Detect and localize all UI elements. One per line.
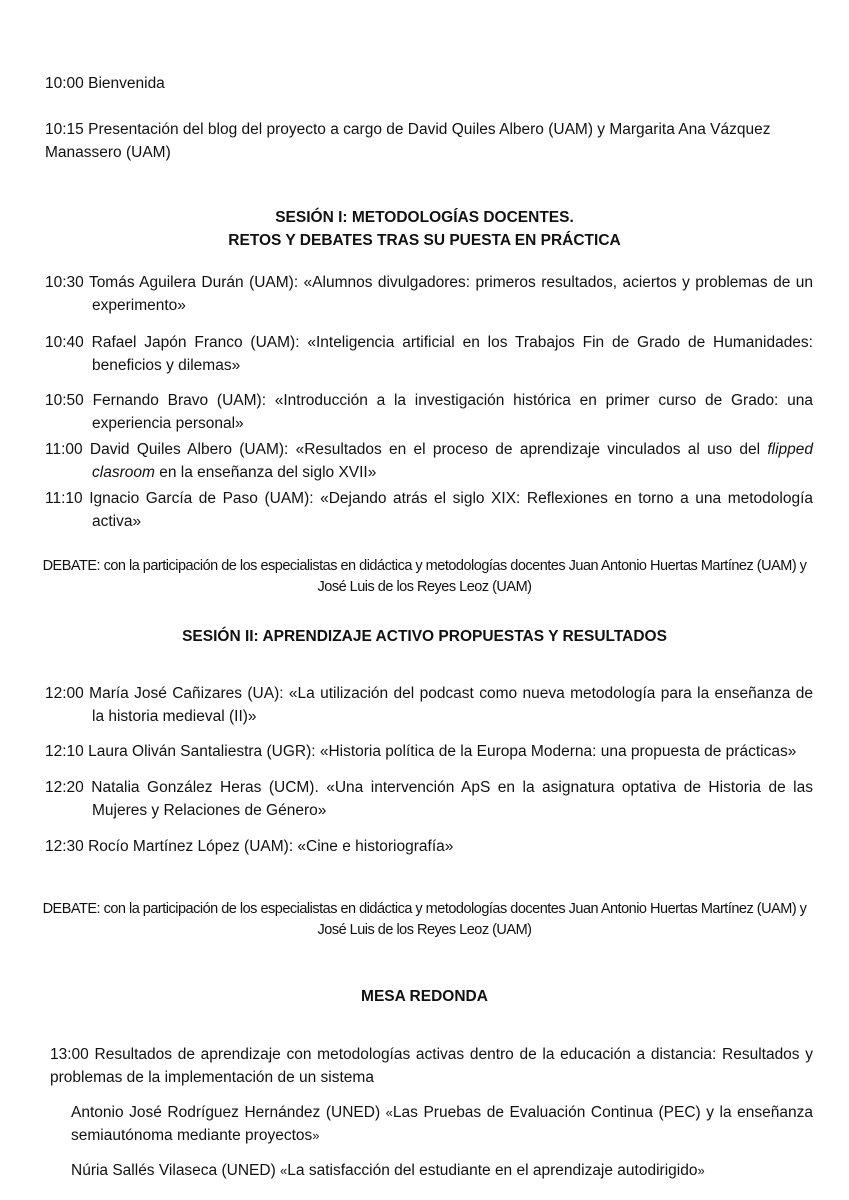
item-text: Bienvenida: [88, 75, 165, 92]
roundtable-speaker-1: [71, 1101, 813, 1147]
talk-text: Ignacio García de Paso (UAM): «Dejando atrás el siglo XIX: Reflexiones en torno a una metodología activa»: [89, 490, 814, 530]
speaker-name: Núria Sallés Vilaseca (UNED): [71, 1162, 276, 1179]
talk-text: Laura Oliván Santaliestra (UGR): «Historia política de la Europa Moderna: una propuesta de prácticas»: [88, 743, 797, 760]
time: 10:30: [45, 274, 84, 291]
time: 10:00: [45, 75, 84, 92]
talk-1030: [45, 271, 813, 317]
time: 12:10: [45, 743, 84, 760]
time: 10:40: [45, 334, 84, 351]
talk-text: Rocío Martínez López (UAM): «Cine e historiografía»: [88, 838, 454, 855]
talk-1110: [45, 487, 813, 533]
talk-text: María José Cañizares (UA): «La utilización del podcast como nueva metodología para la enseñanza de la historia medieval (II)»: [89, 685, 813, 725]
session-1-heading: [0, 206, 849, 252]
talk-1230: [45, 835, 813, 858]
debate-session-1: DEBATE: con la participación de los especialistas en didáctica y metodologías docentes Juan Antonio Huertas Martínez (UAM) y José Luis de los Reyes Leoz (UAM): [42, 558, 807, 595]
close-quote: »: [312, 1128, 320, 1143]
talk-text: Natalia González Heras (UCM). «Una intervención ApS en la asignatura optativa de Historia de las Mujeres y Relaciones de Género»: [91, 779, 813, 819]
talk-text: Tomás Aguilera Durán (UAM): «Alumnos divulgadores: primeros resultados, aciertos y problemas de un experimento»: [88, 274, 813, 314]
debate-session-2: DEBATE: con la participación de los especialistas en didáctica y metodologías docentes Juan Antonio Huertas Martínez (UAM) y José Luis de los Reyes Leoz (UAM): [42, 901, 807, 938]
speaker-talk: Las Pruebas de Evaluación Continua (PEC) y la enseñanza semiautónoma mediante proyectos: [71, 1104, 814, 1144]
schedule-item-blog: [45, 118, 813, 164]
time: 11:00: [45, 441, 83, 458]
talk-text: David Quiles Albero (UAM): «Resultados en el proceso de aprendizaje vinculados al uso del: [89, 441, 768, 458]
time: 13:00: [50, 1046, 89, 1063]
talk-1210: [45, 740, 813, 763]
time: 12:20: [45, 779, 84, 796]
talk-1040: [45, 331, 813, 377]
time: 12:00: [45, 685, 84, 702]
session-2-heading: SESIÓN II: APRENDIZAJE ACTIVO PROPUESTAS Y RESULTADOS: [182, 628, 667, 645]
talk-1220: [45, 776, 813, 822]
time: 12:30: [45, 838, 84, 855]
talk-text: Fernando Bravo (UAM): «Introducción a la investigación histórica en primer curso de Grado: una experiencia personal»: [92, 392, 813, 432]
roundtable-text: Resultados de aprendizaje con metodologías activas dentro de la educación a distancia: Resultados y problemas de la implementación de un sistema: [50, 1046, 813, 1086]
talk-1200: [45, 682, 813, 728]
talk-1100: [45, 438, 813, 484]
roundtable-intro: [50, 1043, 813, 1089]
time: 10:15: [45, 121, 84, 138]
time: 11:10: [45, 490, 83, 507]
talk-1050: [45, 389, 813, 435]
close-quote: »: [697, 1163, 705, 1178]
roundtable-heading: MESA REDONDA: [361, 988, 488, 1005]
session-1-title-line1: SESIÓN I: METODOLOGÍAS DOCENTES.: [275, 209, 574, 226]
speaker-talk: La satisfacción del estudiante en el aprendizaje autodirigido: [287, 1162, 698, 1179]
talk-text-italic: flipped clasroom: [92, 441, 813, 481]
schedule-item-welcome: [45, 72, 813, 95]
open-quote: «: [280, 1163, 288, 1178]
speaker-name: Antonio José Rodríguez Hernández (UNED): [71, 1104, 381, 1121]
talk-text-end: en la enseñanza del siglo XVII»: [154, 464, 377, 481]
session-1-title-line2: RETOS Y DEBATES TRAS SU PUESTA EN PRÁCTICA: [228, 232, 621, 249]
time: 10:50: [45, 392, 84, 409]
open-quote: «: [385, 1105, 393, 1120]
talk-text: Rafael Japón Franco (UAM): «Inteligencia artificial en los Trabajos Fin de Grado de Humanidades: beneficios y dilemas»: [91, 334, 813, 374]
roundtable-speaker-2: [71, 1159, 813, 1182]
item-text: Presentación del blog del proyecto a cargo de David Quiles Albero (UAM) y Margarita Ana Vázquez Manassero (UAM): [45, 121, 771, 161]
